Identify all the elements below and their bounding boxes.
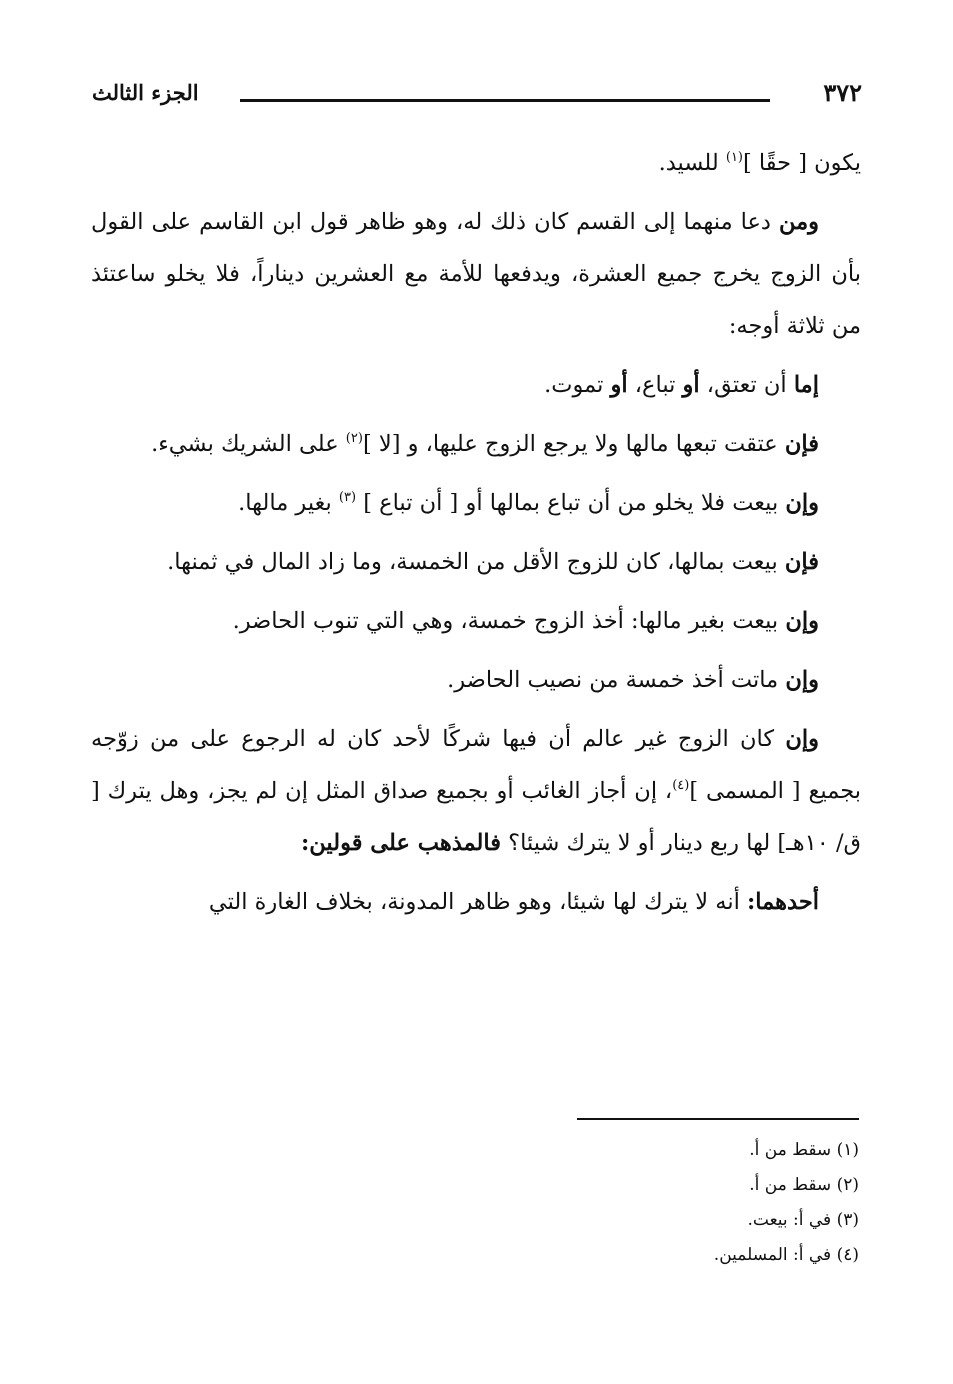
page-number: ٣٧٢	[823, 78, 862, 107]
paragraph-text: دعا منهما إلى القسم كان ذلك له، وهو ظاهر قول ابن القاسم على القول بأن الزوج يخرج جميع العشرة، ويدفعها للأمة مع العشرين ديناراً، فلا يخلو ساعتئذ من ثلاثة أوجه:	[91, 209, 861, 339]
paragraph-8	[91, 654, 861, 706]
footnote-ref-4: (٤)	[672, 778, 690, 793]
footnote-1: (١) سقط من أ.	[749, 1140, 859, 1160]
paragraph-text: عتقت تبعها مالها ولا يرجع الزوج عليها، و [لا ]	[362, 431, 785, 457]
paragraph-text: بيعت فلا يخلو من أن تباع بمالها أو [ أن تباع ]	[356, 490, 786, 516]
paragraph-5	[91, 477, 861, 529]
footnote-3: (٣) في أ: بيعت.	[747, 1210, 859, 1230]
bold-lead: وإن	[785, 726, 819, 752]
bold-or: أو	[610, 372, 628, 398]
paragraph-text: تباع،	[627, 372, 683, 398]
paragraph-10	[91, 876, 861, 928]
bold-lead: فإن	[784, 549, 819, 575]
paragraph-3	[91, 359, 861, 411]
bold-lead: وإن	[785, 490, 819, 516]
footnote-ref-1: (١)	[725, 150, 743, 165]
part-title: الجزء الثالث	[92, 80, 199, 105]
paragraph-text: على الشريك بشيء.	[151, 431, 346, 457]
paragraph-2	[91, 196, 861, 352]
footnotes	[359, 1133, 859, 1273]
bold-lead: وإن	[785, 608, 819, 634]
paragraph-1	[91, 137, 861, 189]
paragraph-text: للسيد.	[658, 150, 726, 176]
paragraph-text: بيعت بغير مالها: أخذ الزوج خمسة، وهي التي تنوب الحاضر.	[232, 608, 786, 634]
footnote-ref-3: (٣)	[338, 490, 357, 505]
paragraph-4	[91, 418, 861, 470]
footnote-separator	[577, 1118, 859, 1120]
paragraph-text: كان الزوج غير عالم أن فيها شركًا لأحد كان له الرجوع على من زوّجه بجميع [ المسمى ]	[91, 726, 861, 804]
paragraph-7	[91, 595, 861, 647]
paragraph-text: أنه لا يترك لها شيئا، وهو ظاهر المدونة، بخلاف الغارة التي	[208, 889, 747, 915]
bold-lead: إما	[793, 372, 819, 398]
paragraph-9	[91, 713, 861, 869]
paragraph-6	[91, 536, 861, 588]
bold-lead: ومن	[778, 209, 819, 235]
bold-lead: فإن	[784, 431, 819, 457]
paragraph-text: يكون [ حقًا ]	[743, 150, 861, 176]
bold-or: أو	[682, 372, 700, 398]
footnote-ref-2: (٢)	[345, 431, 363, 446]
paragraph-text: بغير مالها.	[238, 490, 339, 516]
footnote-2: (٢) سقط من أ.	[749, 1175, 859, 1195]
paragraph-text: بيعت بمالها، كان للزوج الأقل من الخمسة، وما زاد المال في ثمنها.	[167, 549, 785, 575]
body-text	[91, 137, 861, 935]
footnote-4: (٤) في أ: المسلمين.	[713, 1245, 859, 1265]
page-header	[92, 78, 862, 118]
bold-closing: فالمذهب على قولين:	[301, 830, 501, 856]
paragraph-text: ، إن أجاز الغائب أو بجميع صداق المثل إن لم يجز، وهل يترك [ ق/ ١٠هـ] لها ربع دينار أو لا يترك شيئا؟	[91, 778, 861, 856]
paragraph-text: ماتت أخذ خمسة من نصيب الحاضر.	[447, 667, 786, 693]
header-rule	[240, 99, 770, 102]
paragraph-text: تموت.	[544, 372, 611, 398]
bold-lead: أحدهما:	[746, 889, 819, 915]
paragraph-text: أن تعتق،	[699, 372, 794, 398]
bold-lead: وإن	[785, 667, 819, 693]
